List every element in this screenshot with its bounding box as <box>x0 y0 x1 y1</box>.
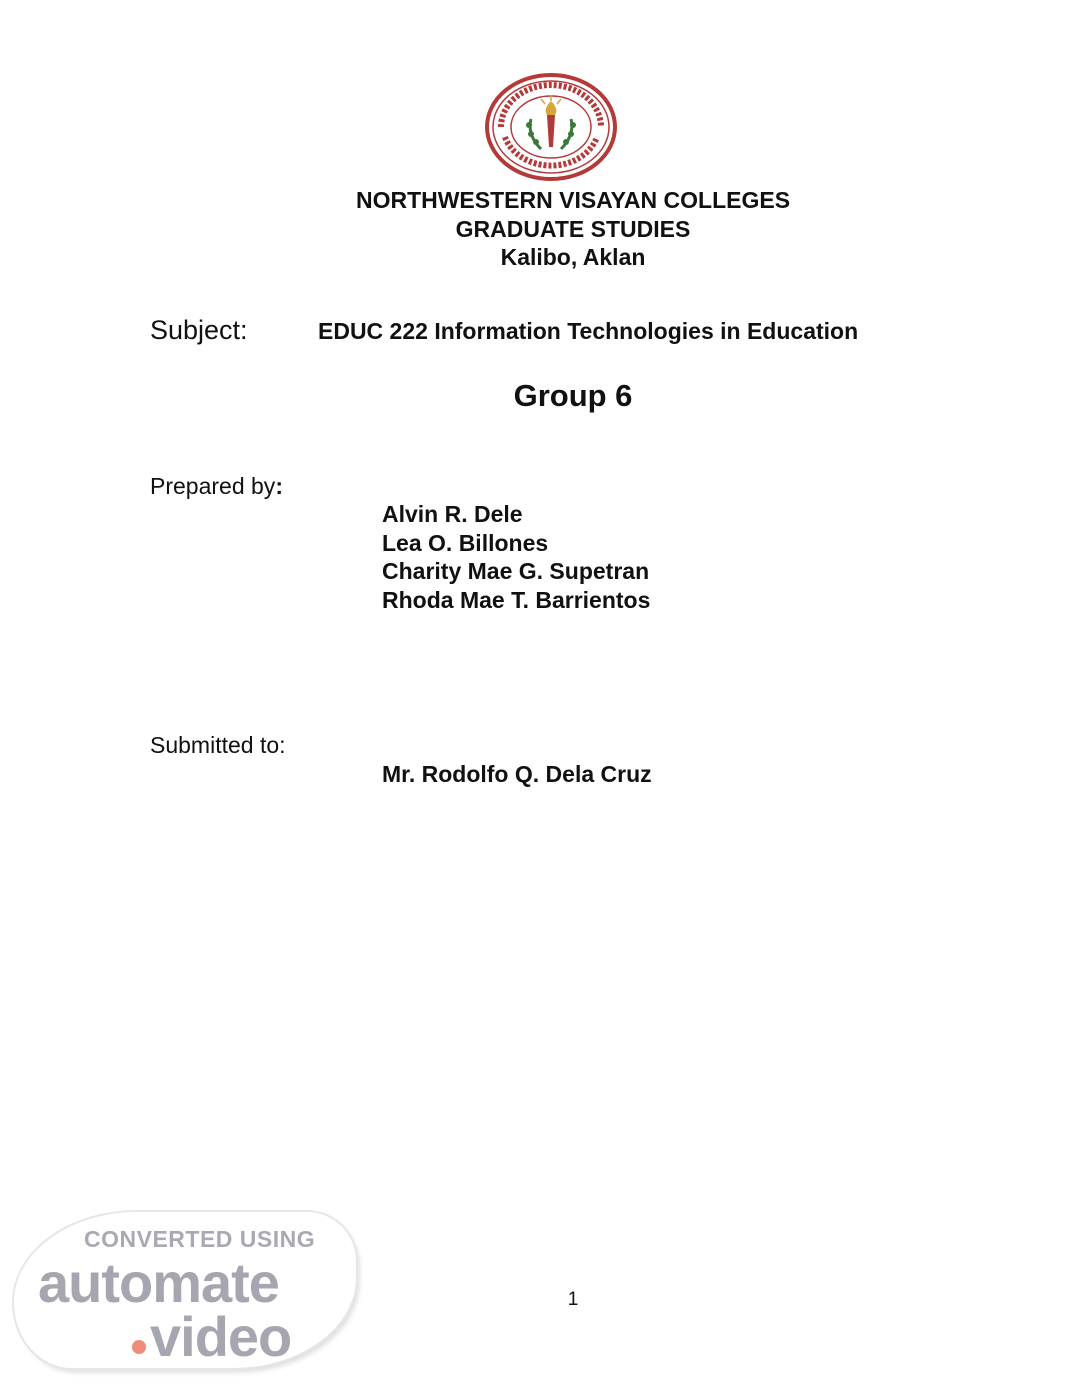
converter-watermark <box>14 1212 356 1368</box>
member-name: Lea O. Billones <box>382 529 549 556</box>
member-name: Charity Mae G. Supetran <box>382 558 650 584</box>
watermark-caption: CONVERTED USING <box>84 1226 316 1252</box>
submitted-to-label: Submitted to: <box>150 732 286 758</box>
subject-label: Subject: <box>150 315 248 345</box>
institution-location: Kalibo, Aklan <box>500 244 646 270</box>
department-name: GRADUATE STUDIES <box>455 216 691 242</box>
institution-name: NORTHWESTERN VISAYAN COLLEGES <box>355 187 791 213</box>
group-title: Group 6 <box>513 378 633 413</box>
member-name: Rhoda Mae T. Barrientos <box>382 586 651 613</box>
watermark-word-video: video <box>150 1305 292 1368</box>
member-name: Alvin R. Dele <box>382 501 523 527</box>
member-list <box>382 500 650 614</box>
submitted-to-name: Mr. Rodolfo Q. Dela Cruz <box>382 761 652 787</box>
prepared-by-label: Prepared by: <box>150 473 283 499</box>
college-seal-logo <box>483 71 619 183</box>
page-number: 1 <box>567 1289 579 1310</box>
watermark-word-automate: automate <box>38 1251 279 1314</box>
watermark-dot <box>132 1340 146 1354</box>
subject-value: EDUC 222 Information Technologies in Education <box>318 318 859 344</box>
